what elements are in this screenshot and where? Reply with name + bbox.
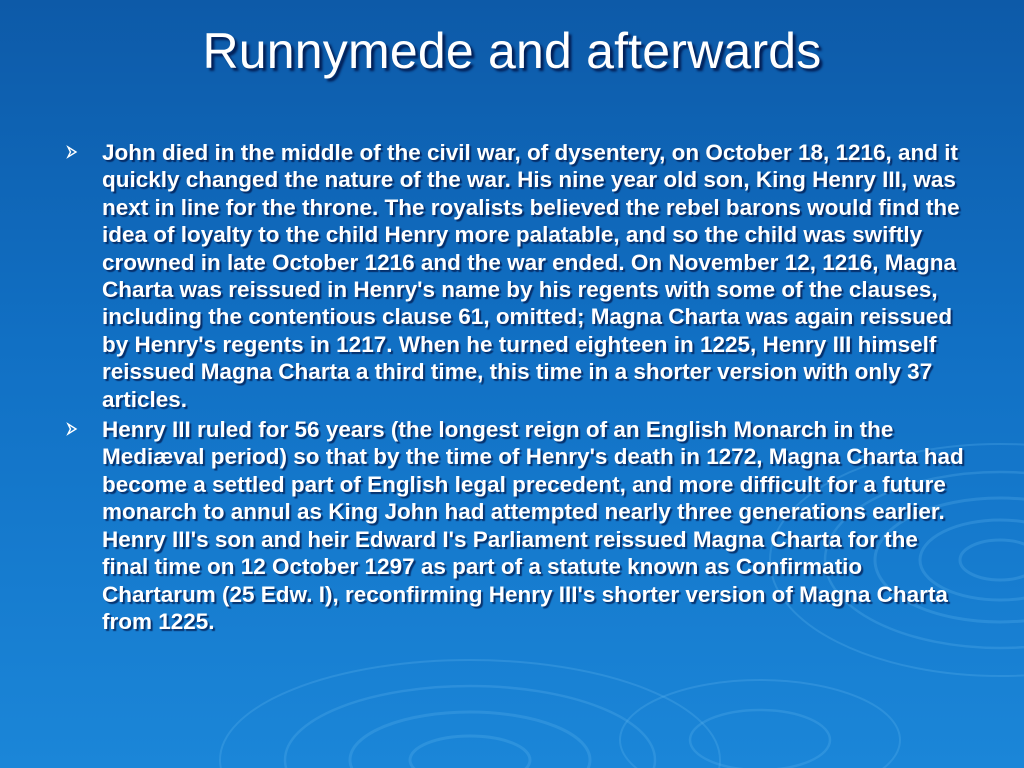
list-item bbox=[62, 139, 966, 413]
chevron-right-outline-icon bbox=[64, 421, 80, 437]
bullet-text: Henry III ruled for 56 years (the longest reign of an English Monarch in the Mediæval period) so that by the time of Henry's death in 1272, Magna Charta had become a settled part of English legal precedent, and more difficult for a future monarch to annul as King John had attempted nearly three generations earlier. Henry III's son and heir Edward I's Parliament reissued Magna Charta for the final time on 12 October 1297 as part of a statute known as Confirmatio Chartarum (25 Edw. I), reconfirming Henry III's shorter version of Magna Charta from 1225. bbox=[102, 417, 964, 634]
slide-title: Runnymede and afterwards bbox=[202, 23, 822, 79]
bullet-text: John died in the middle of the civil war, of dysentery, on October 18, 1216, and it quickly changed the nature of the war. His nine year old son, King Henry III, was next in line for the throne. The royalists believed the rebel barons would find the idea of loyalty to the child Henry more palatable, and so the child was swiftly crowned in late October 1216 and the war ended. On November 12, 1216, Magna Charta was reissued in Henry's name by his regents with some of the clauses, including the contentious clause 61, omitted; Magna Charta was again reissued by Henry's regents in 1217. When he turned eighteen in 1225, Henry III himself reissued Magna Charta a third time, this time in a shorter version with only 37 articles. bbox=[102, 140, 960, 412]
chevron-right-outline-icon bbox=[64, 144, 80, 160]
bullet-list bbox=[62, 139, 966, 638]
list-item bbox=[62, 416, 966, 635]
